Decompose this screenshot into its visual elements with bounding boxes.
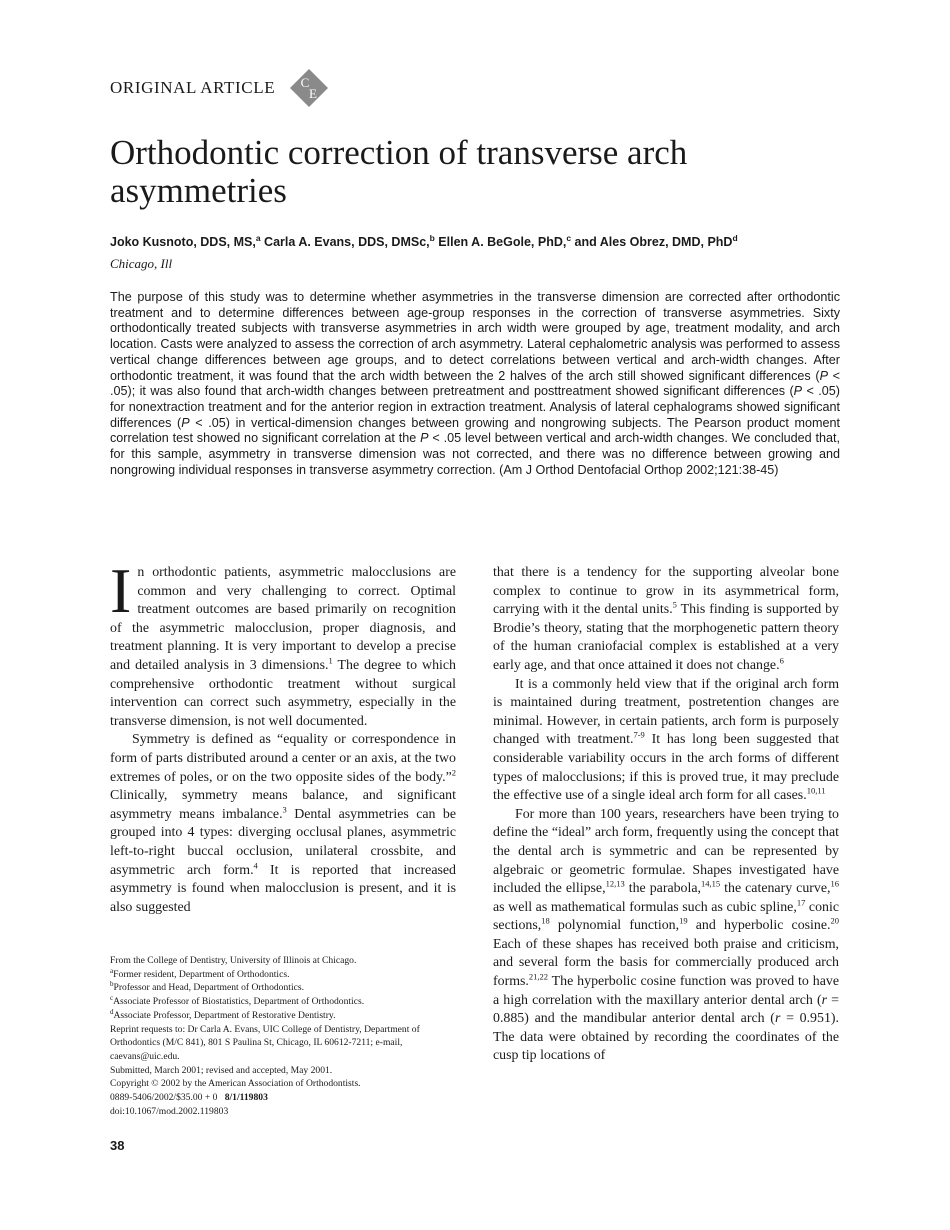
body-text: This finding is supported by Brodie’s theory, stating that the morphogenetic pattern theory of the human craniofacial complex is established at a very early age, and that once attained it does not change.: [493, 602, 840, 673]
body-text: = 0.885) and the mandibular anterior dental arch (: [493, 992, 839, 1027]
citation-ref: 7-9: [633, 729, 645, 740]
body-text: Each of these shapes has received both praise and criticism, and several form the basis for commercially produced arch forms.: [493, 936, 839, 990]
footnotes: [110, 954, 456, 1118]
footnote-d: [110, 1009, 456, 1023]
body-text: It is a commonly held view that if the original arch form is maintained during treatment, postretention changes are minimal. However, in certain patients, arch form is purposely changed with treatment.: [493, 676, 839, 748]
author-3-sup: c: [566, 232, 572, 243]
body-paragraph: [110, 731, 456, 917]
body-column-left: [110, 555, 457, 917]
body-text: The degree to which comprehensive orthodontic treatment without surgical intervention can correct such asymmetry, especially in the transverse dimension, is not well documented.: [110, 657, 457, 729]
footnote-text: Professor and Head, Department of Orthodontics.: [113, 982, 304, 994]
author-location: Chicago, Ill: [110, 256, 173, 271]
body-paragraph: [110, 555, 457, 731]
correlation-symbol: r: [774, 1011, 781, 1027]
abstract-text-2: < .05); it was also found that arch-width changes between pretreatment and posttreatment showed significant differences (: [110, 368, 841, 399]
body-text: Clinically, symmetry means balance, and significant asymmetry means imbalance.: [110, 788, 456, 822]
footnote-text: Associate Professor of Biostatistics, Department of Orthodontics.: [113, 996, 365, 1008]
footnote-doi: doi:10.1067/mod.2002.119803: [110, 1105, 229, 1117]
article-header: [110, 68, 329, 108]
body-text: the parabola,: [624, 881, 701, 897]
body-text: Symmetry is defined as “equality or correspondence in form of parts distributed around a center or an axis, at the two extremes of poles, or on the two opposite sides of the body.”: [110, 732, 456, 785]
ce-logo-c: C: [300, 75, 310, 90]
author-2: Carla A. Evans, DDS, DMSc,: [260, 235, 430, 249]
body-text: Dental asymmetries can be grouped into 4 types: diverging occlusal planes, asymmetric left-to-right buccal occlusion, unilateral crossbite, and asymmetric arch form.: [110, 806, 456, 878]
footnote-affiliation: From the College of Dentistry, University of Illinois at Chicago.: [110, 955, 357, 966]
footnote-marker: d: [110, 1007, 114, 1016]
footnote-b: [110, 981, 456, 995]
body-text: polynomial function,: [549, 918, 680, 934]
body-text: as well as mathematical formulas such as cubic spline,: [493, 899, 797, 915]
citation-ref: 10,11: [806, 785, 826, 796]
body-paragraph: [493, 806, 839, 1066]
ce-logo-e: E: [309, 86, 318, 101]
abstract-text-3: < .05) for nonextraction treatment and for the anterior region in extraction treatment. Analysis of lateral cephalograms showed significant differences (: [110, 384, 840, 430]
abstract-text-5: < .05 level between vertical and arch-width changes. We concluded that, for this sample, asymmetry in transverse dimension was not corrected, and there was no difference between growing and nongrowing individual responses in transverse asymmetry correction. (Am J Orthod Dentofacial Orthop 2002;121:38-45): [110, 431, 840, 477]
footnote-text: Associate Professor, Department of Restorative Dentistry.: [113, 1009, 336, 1021]
citation-ref: 18: [541, 915, 550, 926]
body-text: that there is a tendency for the supporting alveolar bone complex to continue to grow in its asymmetrical form, carrying with it the dental units.: [493, 565, 839, 618]
body-paragraph: [493, 564, 839, 676]
abstract-p-symbol: P: [420, 431, 429, 446]
author-1-sup: a: [255, 232, 261, 243]
body-text: = 0.951). The data were obtained by recording the coordinates of the cusp tip locations of: [493, 1011, 839, 1064]
footnote-marker: c: [110, 993, 114, 1002]
author-list: [110, 234, 850, 250]
footnote-a: [110, 968, 456, 982]
citation-ref: 21,22: [528, 971, 549, 982]
footnote-text: Former resident, Department of Orthodontics.: [113, 968, 290, 980]
correlation-symbol: r: [821, 992, 828, 1008]
citation-ref: 6: [779, 655, 784, 666]
abstract-text-1: The purpose of this study was to determine whether asymmetries in the transverse dimension are corrected after orthodontic treatment and to determine differences between age-group responses in the correction of transverse asymmetries. Sixty orthodontically treated subjects with transverse asymmetries in arch width were grouped by age, treatment modality, and arch location. Casts were analyzed to assess the correction of arch asymmetry. Lateral cephalometric analysis was performed to assess vertical change differences between age groups, and to detect correlations between vertical and arch-width changes. After orthodontic treatment, it was found that the arch width between the 2 halves of the arch still showed significant differences (: [110, 290, 840, 383]
footnote-c: [110, 995, 456, 1009]
author-4: and Ales Obrez, DMD, PhD: [571, 235, 733, 249]
citation-ref: 20: [830, 915, 839, 926]
citation-ref: 14,15: [701, 878, 721, 889]
citation-ref: 5: [672, 599, 677, 610]
body-text: It has long been suggested that considerable variability occurs in the arch forms of different types of malocclusions; if this is proved true, it may preclude the effective use of a single ideal arch form for all cases.: [493, 732, 839, 804]
footnote-submitted: Submitted, March 2001; revised and accepted, May 2001.: [110, 1064, 333, 1076]
issn-code: 8/1/119803: [224, 1092, 268, 1104]
body-text: It is reported that increased asymmetry is found when malocclusion is present, and it is also suggested: [110, 862, 456, 915]
footnote-marker: b: [110, 980, 114, 989]
abstract-text-4: < .05) in vertical-dimension changes between growing and nongrowing subjects. The Pearson product moment correlation test showed no significant correlation at the: [110, 415, 840, 446]
body-text: conic sections,: [493, 899, 839, 934]
author-3: Ellen A. BeGole, PhD,: [434, 235, 567, 249]
body-text: and hyperbolic cosine.: [687, 918, 831, 934]
citation-ref: 3: [282, 804, 287, 815]
body-text: the catenary curve,: [720, 881, 831, 897]
citation-ref: 1: [328, 655, 333, 666]
page-number: 38: [110, 1138, 125, 1153]
footnote-copyright: Copyright © 2002 by the American Association of Orthodontists.: [110, 1078, 361, 1090]
body-text: For more than 100 years, researchers have been trying to define the “ideal” arch form, frequently using the concept that the dental arch is symmetric and can be represented by algebraic or geometric formulae. Shapes investigated have included the ellipse,: [493, 806, 839, 897]
issn-text: 0889-5406/2002/$35.00 + 0: [110, 1092, 218, 1104]
body-text: n orthodontic patients, asymmetric malocclusions are common and very challenging to correct. Optimal treatment outcomes are based primarily on recognition of the asymmetric malocclusion, proper diagnosis, and treatment planning. It is very important to develop a precise and detailed analysis in 3 dimensions.: [110, 565, 456, 673]
abstract: [110, 290, 840, 478]
author-1: Joko Kusnoto, DDS, MS,: [110, 235, 256, 249]
citation-ref: 19: [679, 915, 688, 926]
drop-cap: I: [110, 555, 132, 626]
body-text: The hyperbolic cosine function was proved to have a high correlation with the maxillary anterior dental arch (: [493, 974, 839, 1008]
footnote-issn: [110, 1091, 456, 1105]
citation-ref: 16: [830, 878, 839, 889]
abstract-p-symbol: P: [819, 368, 828, 383]
footnote-marker: a: [110, 966, 114, 975]
citation-ref: 2: [451, 766, 456, 777]
body-column-right: [493, 564, 839, 1066]
author-4-sup: d: [732, 232, 738, 243]
citation-ref: 17: [796, 897, 806, 908]
article-title: Orthodontic correction of transverse arch asymmetries: [110, 133, 688, 210]
body-paragraph: [493, 676, 839, 806]
citation-ref: 4: [253, 859, 258, 870]
footnote-reprint: Reprint requests to: Dr Carla A. Evans, UIC College of Dentistry, Department of Orthodontics (M/C 841), 801 S Paulina St, Chicago, IL 60612-7211; e-mail, caevans@uic.edu.: [110, 1023, 420, 1062]
section-label: ORIGINAL ARTICLE: [110, 78, 276, 97]
abstract-p-symbol: P: [181, 415, 190, 430]
author-2-sup: b: [429, 232, 435, 243]
abstract-p-symbol: P: [793, 384, 803, 399]
ce-logo: [289, 68, 329, 108]
citation-ref: 12,13: [605, 878, 625, 889]
